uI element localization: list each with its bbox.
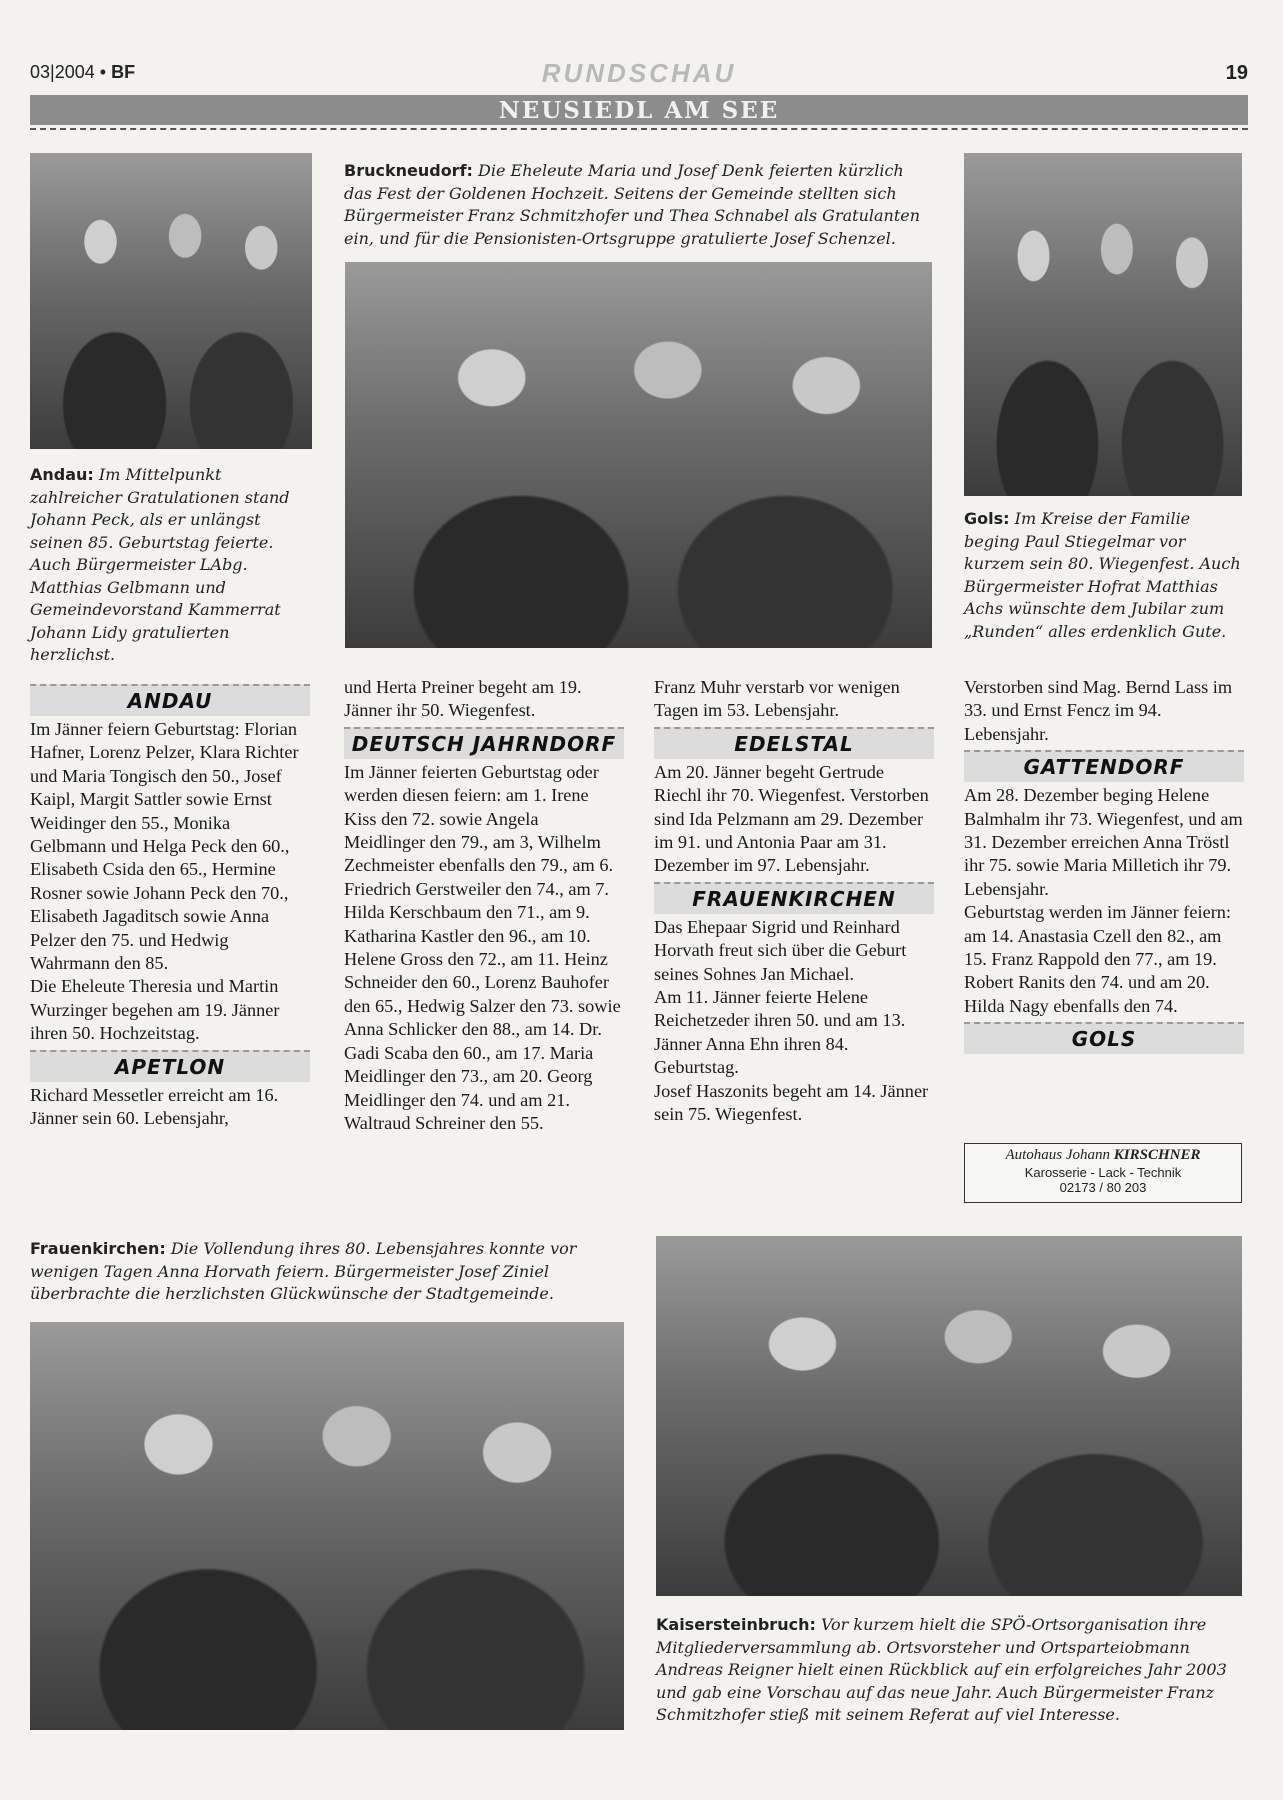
apetlon-text: Richard Messetler erreicht am 16. Jänner sein 60. Lebensjahr, <box>30 1084 279 1129</box>
photo-andau <box>30 153 312 449</box>
magazine-title: RUNDSCHAU <box>541 58 737 88</box>
advertisement-autohaus <box>964 1143 1242 1203</box>
caption-gols: Gols: Im Kreise der Familie beging Paul Stiegelmar vor kurzem sein 80. Wiegenfest. Auch Bürgermeister Hofrat Matthias Achs wünschte dem Jubilar zum „Runden“ alles erdenklich Gute. <box>964 509 1241 641</box>
ad-line-1: Autohaus Johann KIRSCHNER <box>1005 1147 1201 1163</box>
region-title: NEUSIEDL AM SEE <box>498 97 780 124</box>
frauenkirchen-text-1: Das Ehepaar Sigrid und Reinhard Horvath freut sich über die Geburt seines Sohnes Jan Michael. <box>654 916 907 984</box>
page-number: 19 <box>1225 62 1248 84</box>
andau-text: Im Jänner feiern Geburtstag: Florian Hafner, Lorenz Pelzer, Klara Richter und Maria Tongisch den 50., Josef Kaipl, Margit Sattler sowie Ernst Weidinger den 55., Monika Gelbmann und Helga Peck den 60., Elisabeth Csida den 65., Hermine Rosner sowie Johann Peck den 70., Elisabeth Jagaditsch sowie Anna Pelzer den 75. und Hedwig Wahrmann den 85. <box>30 719 299 974</box>
frauenkirchen-text-3: Josef Haszonits begeht am 14. Jänner sein 75. Wiegenfest. <box>654 1080 929 1125</box>
photo-gols <box>964 153 1242 496</box>
frauenkirchen-text-2: Am 11. Jänner feierte Helene Reichetzeder ihren 50. und am 13. Jänner Anna Ehn ihren 84. Geburtstag. <box>654 987 906 1078</box>
page-header <box>30 58 1248 92</box>
region-banner <box>30 95 1248 125</box>
section-heading-gattendorf: GATTENDORF <box>964 750 1244 782</box>
apetlon-continued: und Herta Preiner begeht am 19. Jänner ihr 50. Wiegenfest. <box>344 677 582 721</box>
column-4 <box>964 676 1244 1056</box>
header-divider <box>30 128 1248 130</box>
section-heading-andau: ANDAU <box>30 684 310 716</box>
andau-text-2: Die Eheleute Theresia und Martin Wurzinger begehen am 19. Jänner ihren 50. Hochzeitstag. <box>30 976 280 1044</box>
caption-kaisersteinbruch: Kaisersteinbruch: Vor kurzem hielt die SPÖ-Ortsorganisation ihre Mitgliederversammlung ab. Ortsvorsteher und Ortsparteiobmann Andreas Reigner hielt einen Rückblick auf ein erfolgreiches Jahr 2003 und gab eine Vorschau auf das neue Jahr. Auch Bürgermeister Franz Schmitzhofer stieß mit seinem Referat auf viel Interesse. <box>656 1615 1227 1724</box>
issue-label: 03|2004 • BF <box>30 62 136 82</box>
photo-frauenkirchen <box>30 1322 624 1730</box>
section-heading-edelstal: EDELSTAL <box>654 727 934 759</box>
gattendorf-text-1: Am 28. Dezember beging Helene Balmhalm ihr 73. Wiegenfest, und am 31. Dezember erreichen Anna Tröstl ihr 75. sowie Maria Milletich ihr 79. Lebensjahr. <box>964 785 1243 899</box>
ad-phone: 02173 / 80 203 <box>1059 1180 1147 1195</box>
section-heading-deutsch-jahrndorf: DEUTSCH JAHRNDORF <box>344 727 624 759</box>
ad-line-2: Karosserie - Lack - Technik <box>1024 1165 1182 1180</box>
column-3 <box>654 676 934 1127</box>
gattendorf-text-2: Geburtstag werden im Jänner feiern: am 14. Anastasia Czell den 82., am 15. Franz Rappold den 77., am 19. Robert Ranits den 74. und am 20. Hilda Nagy ebenfalls den 74. <box>964 902 1232 1016</box>
column-2 <box>344 676 624 1135</box>
caption-bruckneudorf: Bruckneudorf: Die Eheleute Maria und Josef Denk feierten kürzlich das Fest der Goldenen Hochzeit. Seitens der Gemeinde stellten sich Bürgermeister Franz Schmitzhofer und Thea Schnabel als Gratulanten ein, und für die Pensionisten-Ortsgruppe gratulierte Josef Schenzel. <box>344 161 921 248</box>
section-heading-gols: GOLS <box>964 1022 1244 1054</box>
deutsch-jahrndorf-text: Im Jänner feierten Geburtstag oder werden diesen feiern: am 1. Irene Kiss den 72. sowie Angela Meidlinger den 79., am 3, Wilhelm Zechmeister ebenfalls den 79., am 6. Friedrich Gerstweiler den 74., am 7. Hilda Kerschbaum den 71., am 9. Katharina Kastler den 96., am 10. Helene Gross den 72., am 11. Heinz Schneider den 60., Lorenz Bauhofer den 65., Hedwig Salzer den 73. sowie Anna Schlicker den 88., am 14. Dr. Gadi Scaba den 60., am 17. Maria Meidlinger den 73., am 20. Georg Meidlinger den 74. und am 21. Waltraud Schreiner den 55. <box>344 761 621 1133</box>
frauenkirchen-death-text: Verstorben sind Mag. Bernd Lass im 33. und Ernst Fencz im 94. Lebensjahr. <box>964 677 1233 744</box>
edelstal-text: Am 20. Jänner begeht Gertrude Riechl ihr 70. Wiegenfest. Verstorben sind Ida Pelzmann am 29. Dezember im 91. und Antonia Paar am 31. Dezember im 97. Lebensjahr. <box>654 761 929 876</box>
photo-kaisersteinbruch <box>656 1236 1242 1596</box>
caption-andau: Andau: Im Mittelpunkt zahlreicher Gratulationen stand Johann Peck, als er unlängst seinen 85. Geburtstag feierte. Auch Bürgermeister LAbg. Matthias Gelbmann und Gemeindevorstand Kammerrat Johann Lidy gratulierten herzlichst. <box>30 465 290 664</box>
column-1 <box>30 680 310 1131</box>
section-heading-apetlon: APETLON <box>30 1050 310 1082</box>
apetlon-death-text: Franz Muhr verstarb vor wenigen Tagen im 53. Lebensjahr. <box>654 677 900 721</box>
caption-frauenkirchen: Frauenkirchen: Die Vollendung ihres 80. Lebensjahres konnte vor wenigen Tagen Anna Horvath feiern. Bürgermeister Josef Ziniel überbrachte die herzlichsten Glückwünsche der Stadtgemeinde. <box>30 1239 577 1303</box>
photo-bruckneudorf <box>345 262 932 648</box>
section-heading-frauenkirchen: FRAUENKIRCHEN <box>654 882 934 914</box>
